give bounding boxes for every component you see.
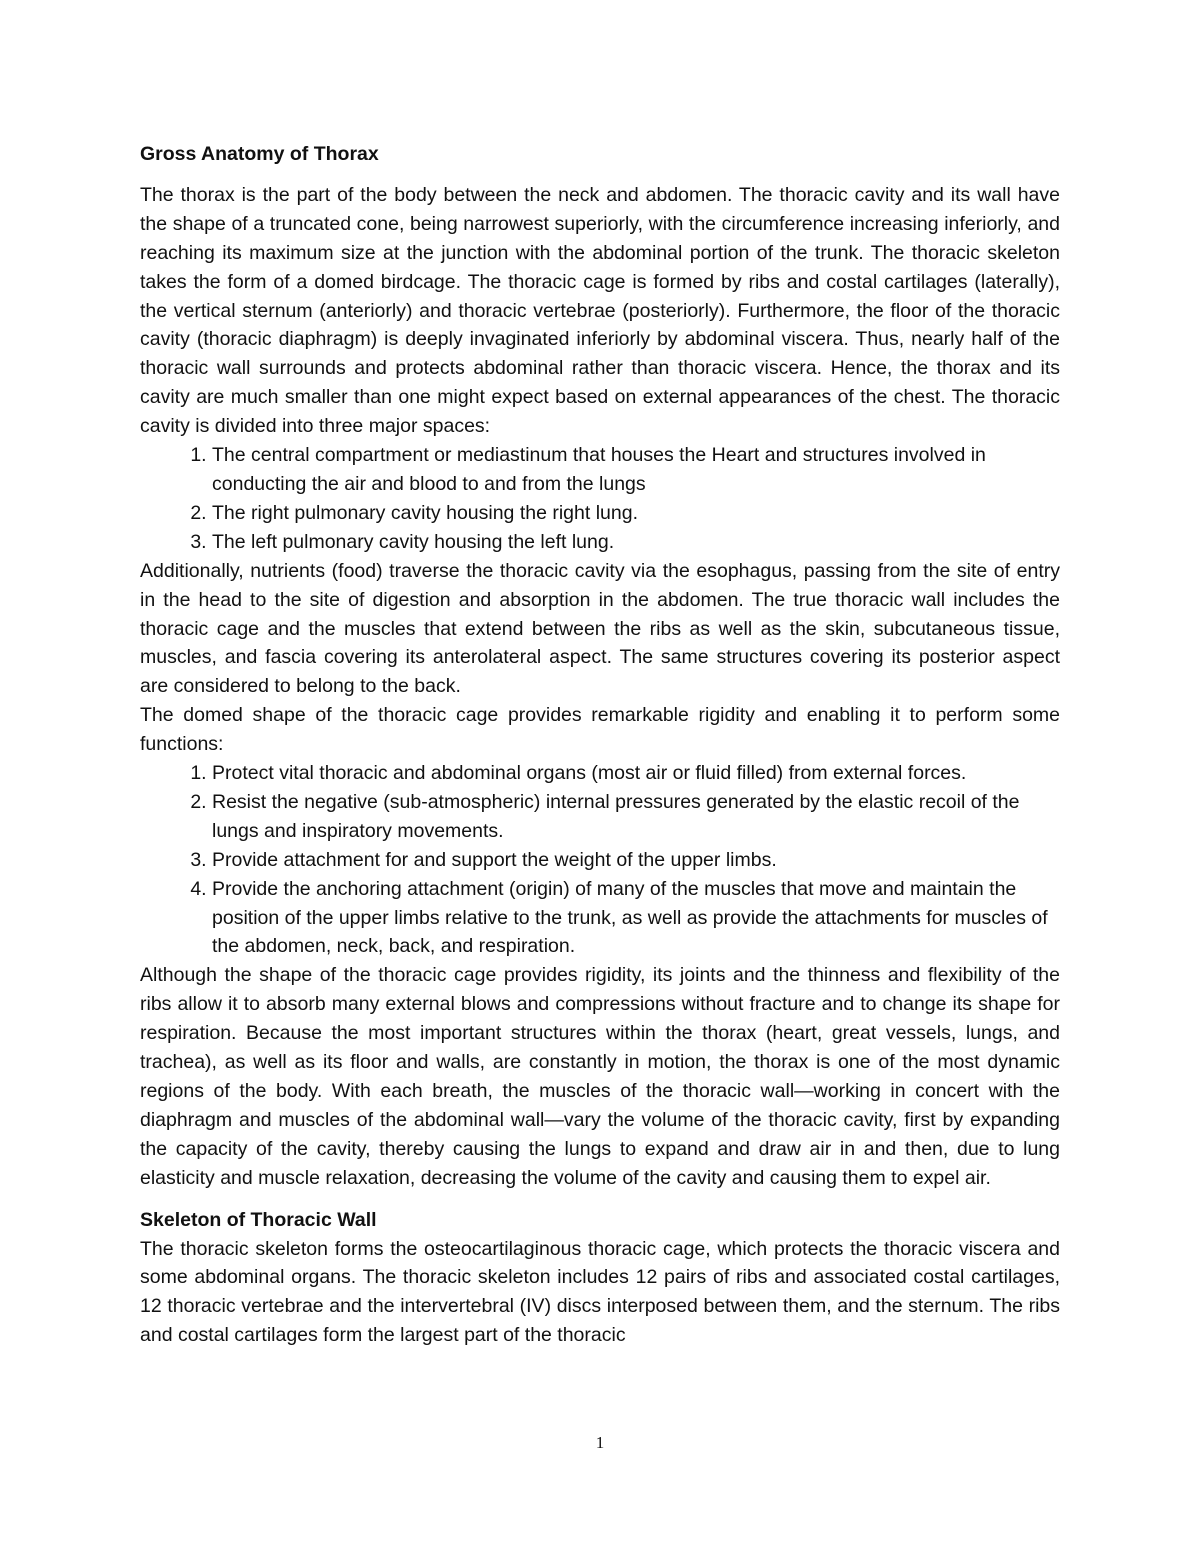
page-number: 1 (595, 1433, 605, 1452)
list-item: 1. Protect vital thoracic and abdominal organs (most air or fluid filled) from external forces. (212, 759, 1060, 788)
paragraph-skeleton: The thoracic skeleton forms the osteocartilaginous thoracic cage, which protects the thoracic viscera and some abdominal organs. The thoracic skeleton includes 12 pairs of ribs and associated costal cartilages, 12 thoracic vertebrae and the intervertebral (IV) discs interposed between them, and the sternum. The ribs and costal cartilages form the largest part of the thoracic (140, 1237, 1060, 1347)
section-heading-skeleton: Skeleton of Thoracic Wall (140, 1208, 377, 1231)
list-item: 4. Provide the anchoring attachment (origin) of many of the muscles that move and maintain the position of the upper limbs relative to the trunk, as well as provide the attachments for muscles of the abdomen, neck, back, and respiration. (212, 875, 1060, 962)
paragraph-domed-shape: The domed shape of the thoracic cage provides remarkable rigidity and enabling it to perform some functions: (140, 704, 1060, 756)
paragraph-esophagus: Additionally, nutrients (food) traverse the thoracic cavity via the esophagus, passing from the site of entry in the head to the site of digestion and absorption in the abdomen. The true thoracic wall includes the thoracic cage and the muscles that extend between the ribs as well as the skin, subcutaneous tissue, muscles, and fascia covering its anterolateral aspect. The same structures covering its posterior aspect are considered to belong to the back. (140, 559, 1060, 698)
paragraph-rigidity: Although the shape of the thoracic cage provides rigidity, its joints and the thinness and flexibility of the ribs allow it to absorb many external blows and compressions without fracture and to change its shape for respiration. Because the most important structures within the thorax (heart, great vessels, lungs, and trachea), as well as its floor and walls, are constantly in motion, the thorax is one of the most dynamic regions of the body. With each breath, the muscles of the thoracic wall—working in concert with the diaphragm and muscles of the abdominal wall—vary the volume of the thoracic cavity, first by expanding the capacity of the cavity, thereby causing the lungs to expand and draw air in and then, due to lung elasticity and muscle relaxation, decreasing the volume of the cavity and causing them to expel air. (140, 964, 1060, 1189)
list-item: 2. Resist the negative (sub-atmospheric) internal pressures generated by the elastic recoil of the lungs and inspiratory movements. (212, 788, 1060, 846)
list-item: 3. The left pulmonary cavity housing the left lung. (212, 528, 1060, 557)
document-page (140, 140, 1060, 1350)
list-thoracic-spaces (140, 441, 1060, 557)
paragraph-thorax-intro: The thorax is the part of the body between the neck and abdomen. The thoracic cavity and its wall have the shape of a truncated cone, being narrowest superiorly, with the circumference increasing inferiorly, and reaching its maximum size at the junction with the abdominal portion of the trunk. The thoracic skeleton takes the form of a domed birdcage. The thoracic cage is formed by ribs and costal cartilages (laterally), the vertical sternum (anteriorly) and thoracic vertebrae (posteriorly). Furthermore, the floor of the thoracic cavity (thoracic diaphragm) is deeply invaginated inferiorly by abdominal viscera. Thus, nearly half of the thoracic wall surrounds and protects abdominal rather than thoracic viscera. Hence, the thorax and its cavity are much smaller than one might expect based on external appearances of the chest. The thoracic cavity is divided into three major spaces: (140, 183, 1060, 438)
list-item: 2. The right pulmonary cavity housing the right lung. (212, 499, 1060, 528)
list-cage-functions (140, 759, 1060, 961)
list-item: 1. The central compartment or mediastinum that houses the Heart and structures involved in conducting the air and blood to and from the lungs (212, 441, 1060, 499)
list-item: 3. Provide attachment for and support the weight of the upper limbs. (212, 846, 1060, 875)
section-heading-gross-anatomy: Gross Anatomy of Thorax (140, 143, 379, 165)
